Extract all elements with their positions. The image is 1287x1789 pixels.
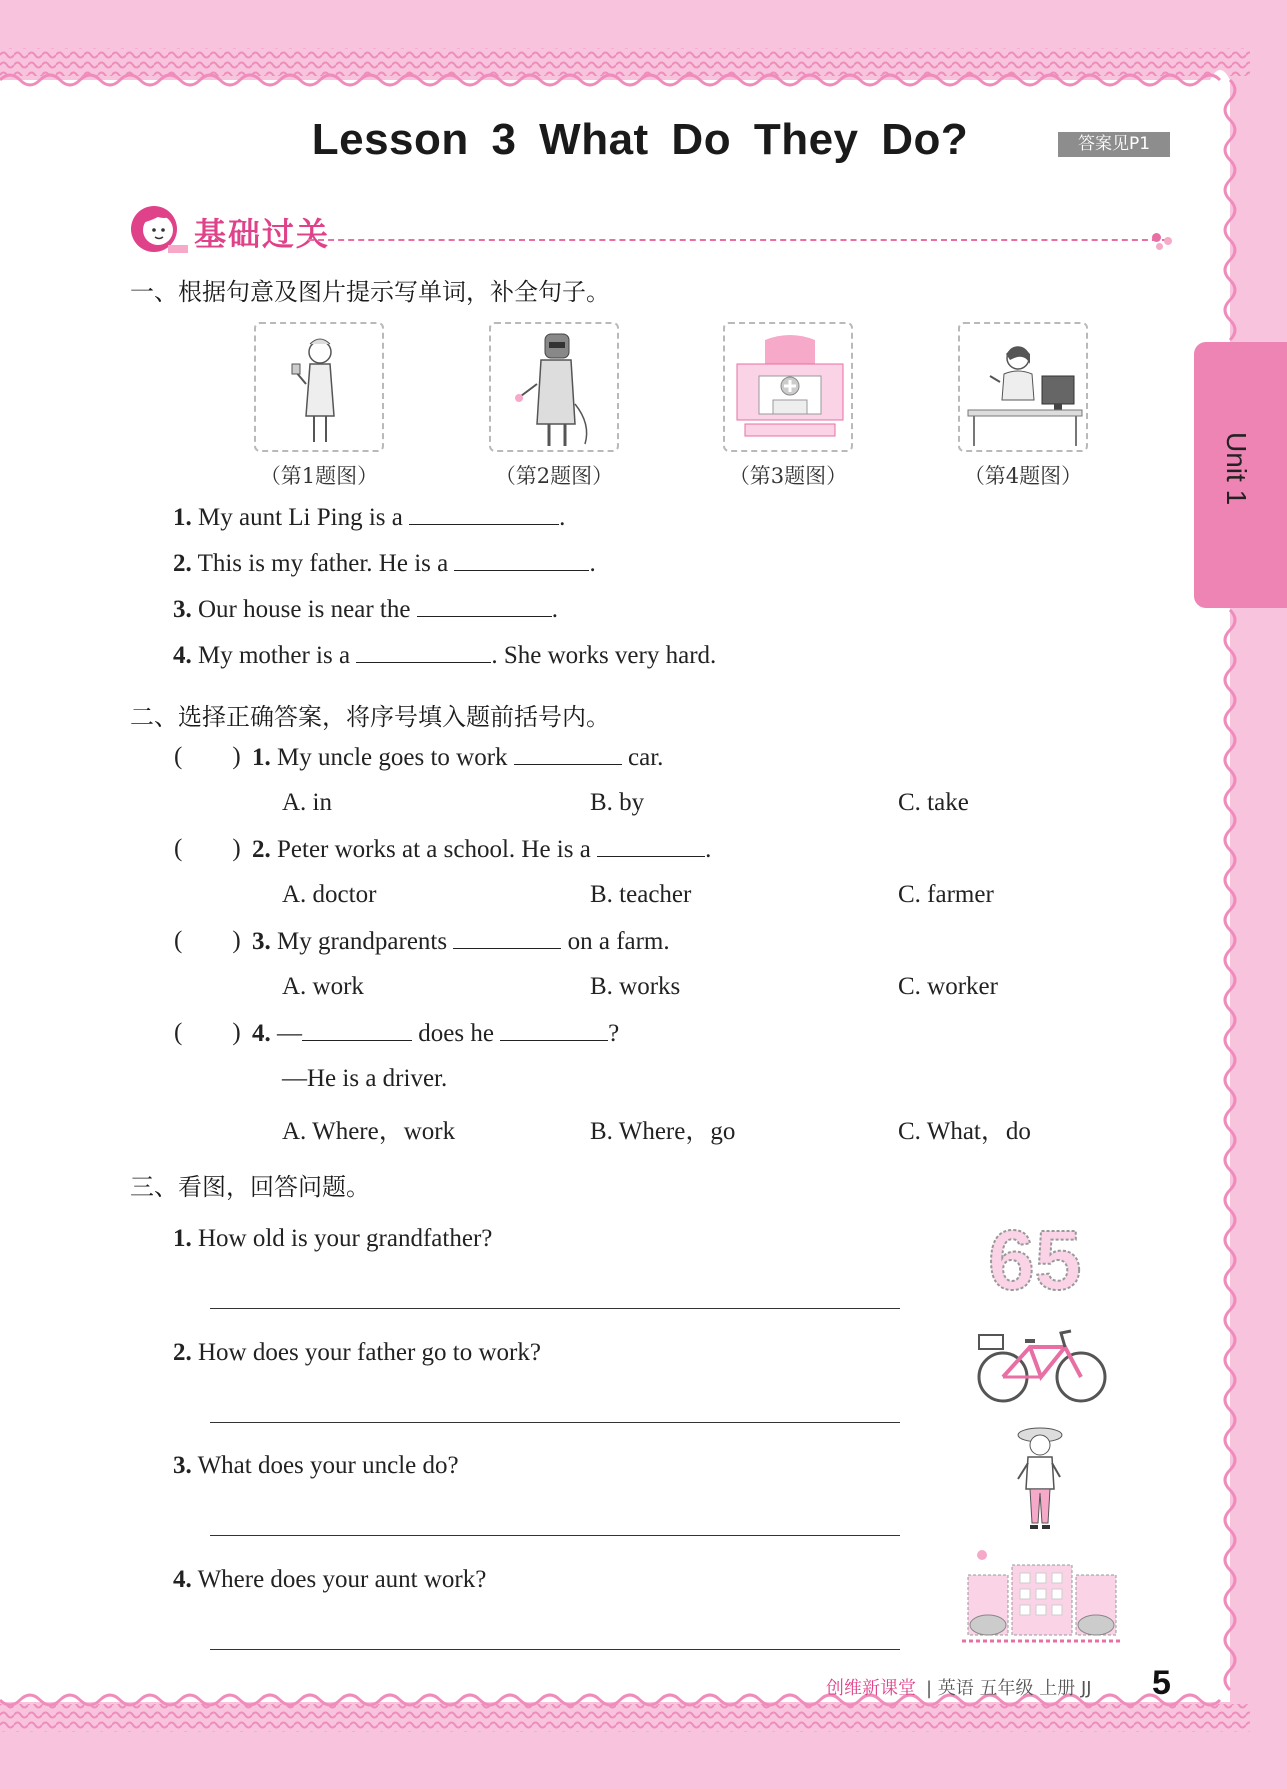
caption-2: （第2题图） xyxy=(494,464,614,488)
answer-reference-tag: 答案见P1 xyxy=(1058,132,1170,157)
welder-figure-icon xyxy=(491,324,621,454)
footer-book-info: | 英语 五年级 上册 JJ xyxy=(926,1678,1092,1699)
bicycle-icon xyxy=(975,1325,1110,1405)
factory-building-icon xyxy=(962,1545,1122,1650)
unit-tab[interactable] xyxy=(1194,342,1287,608)
answer-paren-4[interactable]: ( ) xyxy=(174,1019,241,1046)
part2-question-2: 2. Peter works at a school. He is a . xyxy=(252,836,712,863)
part1-question-4: 4. My mother is a . She works very hard. xyxy=(173,642,717,669)
part3-heading: 三、看图，回答问题。 xyxy=(130,1173,370,1201)
answer-blank[interactable] xyxy=(417,595,552,617)
part3-question-3: 3. What does your uncle do? xyxy=(173,1452,459,1479)
girl-avatar-icon xyxy=(128,203,188,253)
part3-question-4: 4. Where does your aunt work? xyxy=(173,1566,487,1593)
option-b[interactable]: B. teacher xyxy=(590,881,692,908)
answer-blank[interactable] xyxy=(454,549,589,571)
option-b[interactable]: B. Where，go xyxy=(590,1118,736,1145)
part2-question-4-reply: —He is a driver. xyxy=(282,1065,448,1092)
picture-worker xyxy=(489,322,619,452)
option-a[interactable]: A. work xyxy=(282,973,364,1000)
picture-hospital xyxy=(723,322,853,452)
option-a[interactable]: A. in xyxy=(282,789,332,816)
page-number: 5 xyxy=(1152,1664,1171,1702)
option-b[interactable]: B. by xyxy=(590,789,645,816)
option-a[interactable]: A. Where，work xyxy=(282,1118,456,1145)
part2-question-4: 4. — does he ? xyxy=(252,1020,620,1047)
unit-tab-label: Unit 1 xyxy=(1221,432,1252,506)
age-65-illustration xyxy=(980,1215,1100,1305)
caption-3: （第3题图） xyxy=(728,464,848,488)
age-number: 65 xyxy=(988,1215,1082,1305)
office-worker-icon xyxy=(960,324,1090,454)
nurse-figure-icon xyxy=(256,324,386,454)
part3-question-1: 1. How old is your grandfather? xyxy=(173,1225,493,1252)
farmer-figure-icon xyxy=(1010,1423,1070,1535)
part2-question-3: 3. My grandparents on a farm. xyxy=(252,928,670,955)
hospital-building-icon xyxy=(725,324,855,454)
option-c[interactable]: C. farmer xyxy=(898,881,994,908)
section-label: 基础过关 xyxy=(194,215,331,253)
answer-line-1[interactable] xyxy=(210,1308,900,1309)
option-b[interactable]: B. works xyxy=(590,973,681,1000)
picture-nurse xyxy=(254,322,384,452)
answer-paren-3[interactable]: ( ) xyxy=(174,927,241,954)
answer-blank[interactable] xyxy=(356,641,491,663)
part2-question-1: 1. My uncle goes to work car. xyxy=(252,744,664,771)
footer-brand: 创维新课堂 xyxy=(826,1678,916,1699)
answer-line-2[interactable] xyxy=(210,1422,900,1423)
answer-blank[interactable] xyxy=(409,503,559,525)
dotted-divider xyxy=(308,239,1168,241)
page-title: Lesson 3 What Do They Do? xyxy=(311,115,969,164)
part1-heading: 一、根据句意及图片提示写单词，补全句子。 xyxy=(130,278,610,306)
section-header xyxy=(128,203,1168,253)
option-c[interactable]: C. take xyxy=(898,789,969,816)
answer-line-3[interactable] xyxy=(210,1535,900,1536)
part3-question-2: 2. How does your father go to work? xyxy=(173,1339,541,1366)
part1-question-1: 1. My aunt Li Ping is a . xyxy=(173,504,566,531)
caption-1: （第1题图） xyxy=(259,464,379,488)
caption-4: （第4题图） xyxy=(963,464,1083,488)
option-a[interactable]: A. doctor xyxy=(282,881,377,908)
part2-heading: 二、选择正确答案，将序号填入题前括号内。 xyxy=(130,703,610,731)
answer-line-4[interactable] xyxy=(210,1649,900,1650)
part1-question-3: 3. Our house is near the . xyxy=(173,596,558,623)
picture-office-worker xyxy=(958,322,1088,452)
option-c[interactable]: C. What，do xyxy=(898,1118,1031,1145)
option-c[interactable]: C. worker xyxy=(898,973,998,1000)
answer-paren-1[interactable]: ( ) xyxy=(174,743,241,770)
answer-paren-2[interactable]: ( ) xyxy=(174,835,241,862)
part1-question-2: 2. This is my father. He is a . xyxy=(173,550,596,577)
